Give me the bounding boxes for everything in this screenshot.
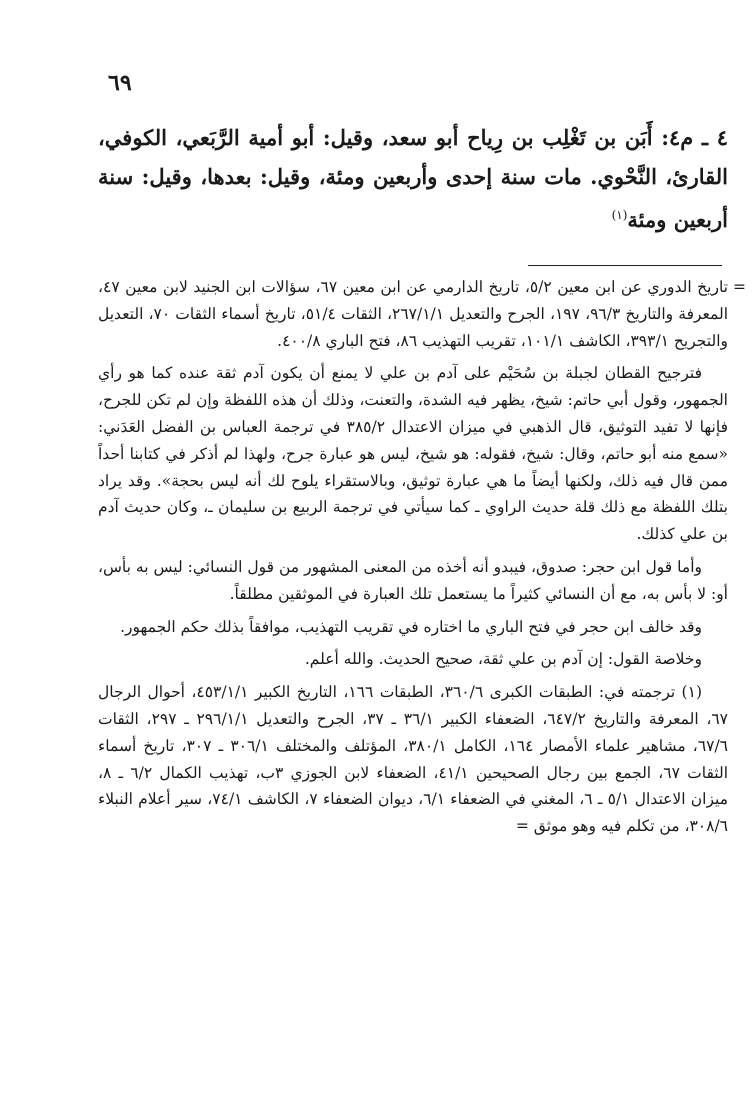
- entry-text: ٤ ـ م٤: أَبَن بن تَغْلِب بن رِياح أبو سعد، وقيل: أبو أمية الرَّبَعي، الكوفي، القارئ، النَّحْوي. مات سنة إحدى وأربعين ومئة، وقيل: بعدها، وقيل: سنة أربعين ومئة: [98, 125, 728, 232]
- footnote-paragraph: وخلاصة القول: إن آدم بن علي ثقة، صحيح الحديث. والله أعلم.: [304, 650, 702, 669]
- biography-entry: [98, 118, 728, 239]
- footnote-paragraph: تاريخ الدوري عن ابن معين ٥/٢، تاريخ الدارمي عن ابن معين ٦٧، سؤالات ابن الجنيد لابن معين ٤٧، المعرفة والتاريخ ٩٦/٣، ١٩٧، الجرح والتعديل ٢٦٧/١/١، الثقات ٥١/٤، تاريخ أسماء الثقات ٧٠، التعديل والتجريح ٣٩٣/١، الكاشف ١٠١/١، تقريب التهذيب ٨٦، فتح الباري ٤٠٠/٨.: [98, 278, 729, 350]
- footnote-paragraph: وأما قول ابن حجر: صدوق، فيبدو أنه أخذه من المعنى المشهور من قول النسائي: ليس به بأس، أو: لا بأس به، مع أن النسائي كثيراً ما يستعمل تلك العبارة في الموثقين مطلقاً.: [98, 557, 728, 603]
- continuation-marker: =: [733, 278, 746, 296]
- footnote-separator: [528, 265, 722, 266]
- footnote-1: (١) ترجمته في: الطبقات الكبرى ٣٦٠/٦، الطبقات ١٦٦، التاريخ الكبير ٤٥٣/١/١، أحوال الرجال ٦٧، المعرفة والتاريخ ٦٤٧/٢، الضعفاء الكبير ٣٦/١ ـ ٣٧، الجرح والتعديل ٢٩٦/١/١ ـ ٢٩٧، الثقات ٦٧/٦، مشاهير علماء الأمصار ١٦٤، الكامل ٣٨٠/١، المؤتلف والمختلف ٣٠٦/١ ـ ٣٠٧، تاريخ أسماء الثقات ٦٧، الجمع بين رجال الصحيحين ٤١/١، الضعفاء لابن الجوزي ٣ب، تهذيب الكمال ٦/٢ ـ ٨، ميزان الاعتدال ٥/١ ـ ٦، المغني في الضعفاء ٦/١، ديوان الضعفاء ٧، الكاشف ٧٤/١، سير أعلام النبلاء ٣٠٨/٦، من تكلم فيه وهو موثق =: [98, 683, 729, 836]
- footnote-continuation: [98, 274, 746, 354]
- footnote-paragraph: فترجيح القطان لجبلة بن سُحَيْم على آدم بن علي لا يمنع أن يكون آدم ثقة عنده كما هو رأي الجمهور، وقول أبي حاتم: شيخ، يظهر فيه الشدة، والتعنت، وذلك أن هذه اللفظة وإن لم تكن للجرح، فإنها لا تفيد التوثيق، قال الذهبي في ميزان الاعتدال ٣٨٥/٢ في ترجمة العباس بن الفضل العَدَني: «سمع منه أبو حاتم، وقال: شيخ، فقوله: هو شيخ، ليس هو عبارة جرح، ولهذا لم أذكر في كتابنا أحداً ممن قال فيه ذلك، ولكنها أيضاً ما هي عبارة توثيق، وبالاستقراء يلوح لك أنه ليس بحجة». وقد يراد بتلك اللفظة مع ذلك قلة حديث الراوي ـ كما سيأتي في ترجمة الربيع بن سليمان ـ، وكان حديث آدم بن علي كذلك.: [98, 364, 728, 544]
- footnote-reference: (١): [611, 208, 628, 222]
- footnote-paragraph: وقد خالف ابن حجر في فتح الباري ما اختاره في تقريب التهذيب، موافقاً بذلك حكم الجمهور.: [120, 617, 702, 636]
- footnotes-section: [98, 274, 746, 846]
- page-number: ٦٩: [108, 70, 132, 96]
